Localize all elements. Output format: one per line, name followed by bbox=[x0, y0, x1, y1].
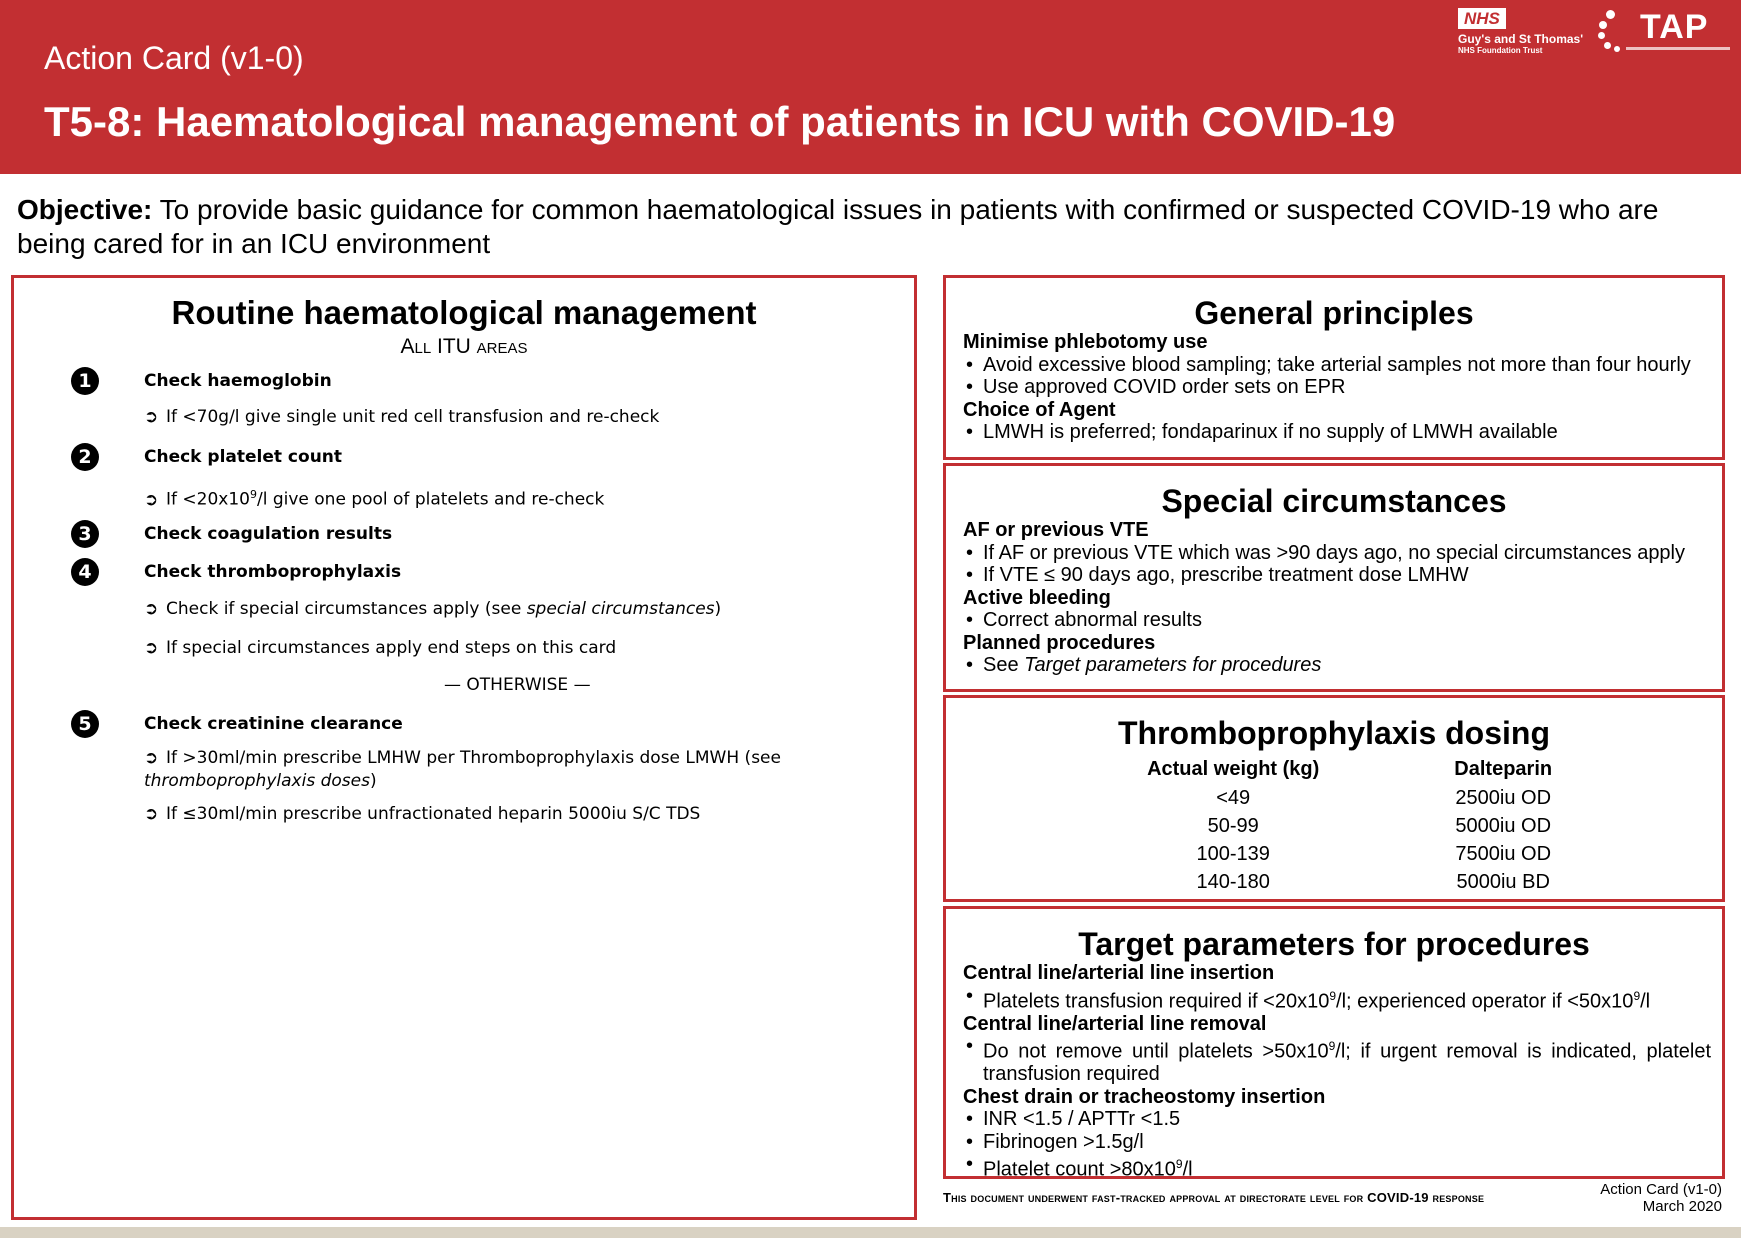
dosing-header-weight: Actual weight (kg) bbox=[1147, 757, 1320, 780]
table-row: 140-180 5000iu BD bbox=[1196, 870, 1550, 893]
tap-wordmark: TAP bbox=[1640, 8, 1709, 46]
special-body bbox=[963, 519, 1711, 677]
step-check-creatinine: Check creatinine clearance bbox=[144, 714, 403, 734]
special-bullet-2: • If VTE ≤ 90 days ago, prescribe treatment dose LMHW bbox=[963, 564, 1711, 587]
page-title: T5-8: Haematological management of patients in ICU with COVID-19 bbox=[44, 98, 1396, 145]
approval-note: This document underwent fast-tracked approval at directorate level for COVID-19 response bbox=[943, 1190, 1485, 1205]
special-bullet-4: • See Target parameters for procedures bbox=[963, 654, 1711, 677]
special-heading-bleeding: Active bleeding bbox=[963, 586, 1111, 609]
step-4-action-a: ➲ Check if special circumstances apply (see special circumstances) bbox=[144, 599, 722, 619]
objective-label: Objective: bbox=[17, 194, 153, 225]
step-check-thromboprophylaxis: Check thromboprophylaxis bbox=[144, 562, 402, 582]
step-check-platelet-count: Check platelet count bbox=[144, 447, 343, 467]
arrow-icon: ➲ bbox=[144, 489, 159, 510]
arrow-icon: ➲ bbox=[144, 748, 159, 768]
general-body bbox=[963, 331, 1711, 444]
footer-date: March 2020 bbox=[1642, 1198, 1722, 1215]
dosing-table bbox=[1061, 754, 1601, 896]
dosing-title: Thromboprophylaxis dosing bbox=[1117, 715, 1550, 751]
general-heading-agent: Choice of Agent bbox=[963, 398, 1116, 421]
header-banner bbox=[0, 0, 1741, 174]
objective bbox=[17, 193, 1732, 261]
target-title: Target parameters for procedures bbox=[1078, 926, 1590, 962]
target-heading-chest-drain: Chest drain or tracheostomy insertion bbox=[963, 1085, 1326, 1108]
step-check-haemoglobin: Check haemoglobin bbox=[144, 371, 332, 391]
arrow-icon: ➲ bbox=[144, 407, 159, 427]
step-number-2: 2 bbox=[71, 443, 99, 471]
step-number-3: 3 bbox=[71, 520, 99, 548]
step-number-4: 4 bbox=[71, 558, 99, 586]
general-title: General principles bbox=[1194, 295, 1474, 331]
routine-subtitle: All ITU areas bbox=[400, 335, 528, 358]
dosing-header-drug: Dalteparin bbox=[1454, 757, 1553, 780]
routine-management-panel bbox=[11, 275, 917, 1220]
nhs-badge: NHS bbox=[1458, 8, 1506, 29]
nhs-trust-name: Guy's and St Thomas' bbox=[1458, 32, 1584, 46]
arrow-icon: ➲ bbox=[144, 804, 159, 824]
footer-card: Action Card (v1-0) bbox=[1600, 1181, 1722, 1198]
step-1-action: ➲ If <70g/l give single unit red cell transfusion and re-check bbox=[144, 407, 660, 427]
target-heading-insertion: Central line/arterial line insertion bbox=[963, 962, 1275, 984]
otherwise-divider: — OTHERWISE — bbox=[444, 675, 591, 695]
tap-dots-icon bbox=[1598, 10, 1624, 52]
general-bullet-3: • LMWH is preferred; fondaparinux if no supply of LMWH available bbox=[963, 421, 1711, 444]
nhs-foundation-trust: NHS Foundation Trust bbox=[1458, 46, 1543, 55]
special-bullet-3: • Correct abnormal results bbox=[963, 609, 1711, 632]
general-bullet-2: • Use approved COVID order sets on EPR bbox=[963, 376, 1711, 399]
special-heading-af: AF or previous VTE bbox=[963, 519, 1149, 541]
tap-tagline bbox=[1626, 47, 1730, 50]
target-body bbox=[963, 962, 1711, 1181]
arrow-icon: ➲ bbox=[144, 638, 159, 658]
table-row: 100-139 7500iu OD bbox=[1196, 842, 1552, 865]
step-4-action-b: ➲ If special circumstances apply end steps on this card bbox=[144, 638, 617, 658]
special-heading-procedures: Planned procedures bbox=[963, 631, 1156, 654]
table-row: 50-99 5000iu OD bbox=[1207, 814, 1552, 837]
target-bullet-1: • Platelets transfusion required if $<20x10^9/l$; experienced operator if $<50x10^9/l$ bbox=[963, 985, 1711, 1013]
special-circumstances-panel bbox=[943, 463, 1725, 692]
table-row: <49 2500iu OD bbox=[1216, 786, 1552, 809]
step-5-action-b: ➲ If ≤30ml/min prescribe unfractionated heparin 5000iu S/C TDS bbox=[144, 804, 701, 824]
special-title: Special circumstances bbox=[1161, 483, 1507, 519]
arrow-icon: ➲ bbox=[144, 599, 159, 619]
nhs-logo bbox=[1458, 8, 1583, 56]
target-parameters-panel bbox=[943, 906, 1725, 1179]
routine-title: Routine haematological management bbox=[171, 294, 757, 331]
step-5-action-a: ➲ If >30ml/min prescribe LMHW per Thromboprophylaxis dose LMWH (see thromboprophylaxis doses) bbox=[144, 748, 781, 791]
special-bullet-1: • If AF or previous VTE which was >90 days ago, no special circumstances apply bbox=[963, 542, 1711, 565]
target-bullet-3: • INR <1.5 / APTTr <1.5 bbox=[963, 1108, 1711, 1131]
target-bullet-2: • Do not remove until platelets $>50x10^9/l$; if urgent removal is indicated, platelet transfusion required bbox=[963, 1035, 1711, 1086]
general-principles-panel bbox=[943, 275, 1725, 460]
bottom-strip bbox=[0, 1227, 1741, 1238]
general-heading-phlebotomy: Minimise phlebotomy use bbox=[963, 331, 1208, 353]
general-bullet-1: • Avoid excessive blood sampling; take arterial samples not more than four hourly bbox=[963, 354, 1711, 377]
step-check-coagulation: Check coagulation results bbox=[144, 524, 393, 544]
card-version: Action Card (v1-0) bbox=[44, 40, 304, 76]
footer-version bbox=[1600, 1181, 1722, 1215]
objective-text: To provide basic guidance for common haematological issues in patients with confirmed or suspected COVID-19 who are being cared for in an ICU environment bbox=[17, 194, 1659, 259]
step-number-1: 1 bbox=[71, 367, 99, 395]
step-2-action: ➲ $If <20x10^9/l$ give one pool of platelets and re-check bbox=[144, 488, 605, 510]
target-bullet-4: • Fibrinogen >1.5g/l bbox=[963, 1131, 1711, 1154]
target-bullet-5: • Platelet count $>80x10^9/l$ bbox=[963, 1153, 1711, 1181]
target-heading-removal: Central line/arterial line removal bbox=[963, 1012, 1267, 1035]
step-number-5: 5 bbox=[71, 710, 99, 738]
thromboprophylaxis-dosing-panel bbox=[943, 695, 1725, 902]
